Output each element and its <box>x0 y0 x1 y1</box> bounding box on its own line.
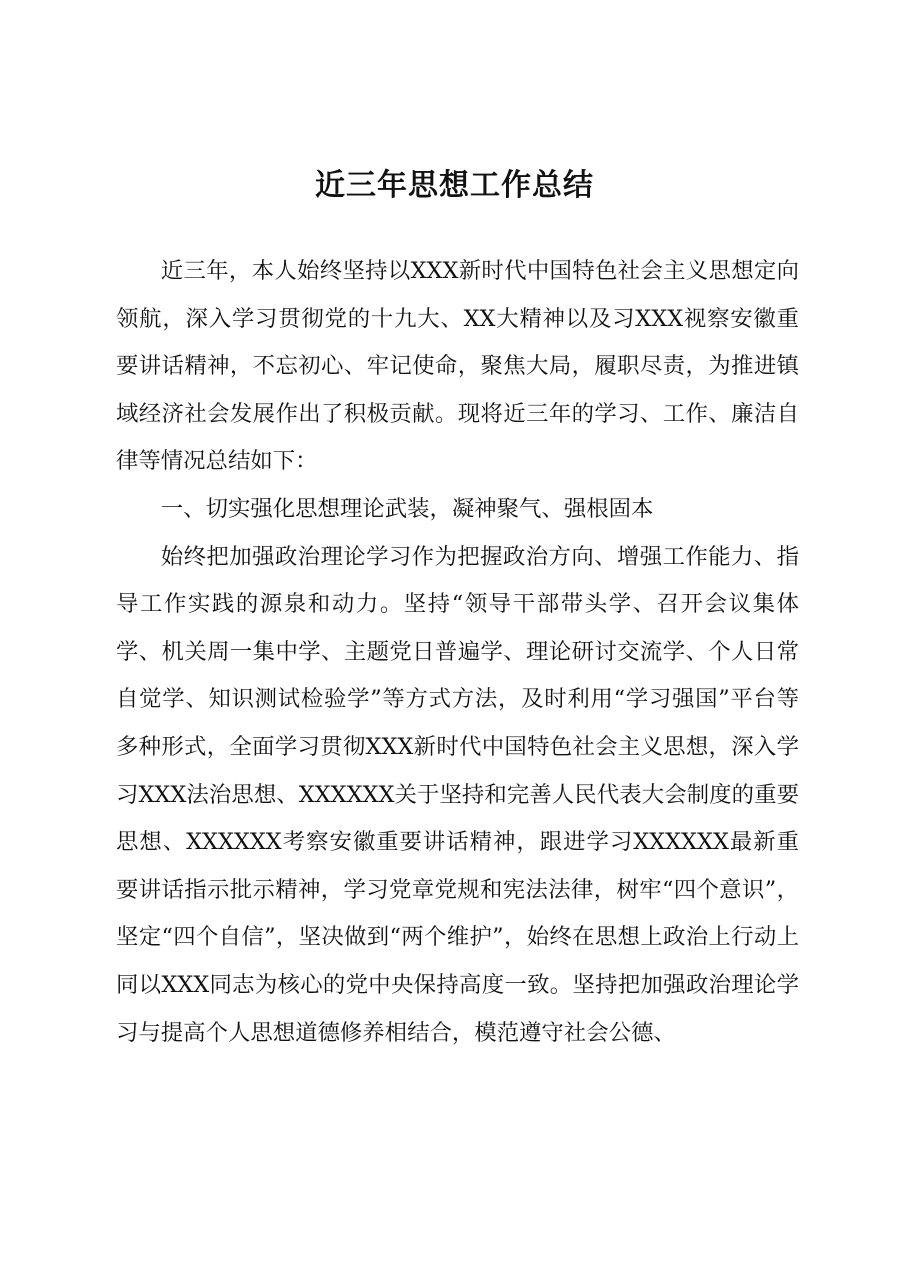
intro-paragraph: 近三年，本人始终坚持以XXX新时代中国特色社会主义思想定向领航，深入学习贯彻党的十九大、XX大精神以及习XXX视察安徽重要讲话精神，不忘初心、牢记使命，聚焦大局，履职尽责，为推进镇域经济社会发展作出了积极贡献。现将近三年的学习、工作、廉洁自律等情况总结如下： <box>116 258 799 475</box>
section-heading: 一、切实强化思想理论武装，凝神聚气、强根固本 <box>160 495 654 522</box>
section-paragraph: 始终把加强政治理论学习作为把握政治方向、增强工作能力、指导工作实践的源泉和动力。坚持“领导干部带头学、召开会议集体学、机关周一集中学、主题党日普遍学、理论研讨交流学、个人日常自觉学、知识测试检验学”等方式方法，及时利用“学习强国”平台等多种形式，全面学习贯彻XXX新时代中国特色社会主义思想，深入学习XXX法治思想、XXXXXX关于坚持和完善人民代表大会制度的重要思想、XXXXXX考察安徽重要讲话精神，跟进学习XXXXXX最新重要讲话指示批示精神，学习党章党规和宪法法律，树牢“四个意识”，坚定“四个自信”，坚决做到“两个维护”，始终在思想上政治上行动上同以XXX同志为核心的党中央保持高度一致。坚持把加强政治理论学习与提高个人思想道德修养相结合，模范遵守社会公德、 <box>116 543 799 1046</box>
document-body <box>116 248 799 1057</box>
document-title: 近三年思想工作总结 <box>315 168 594 203</box>
